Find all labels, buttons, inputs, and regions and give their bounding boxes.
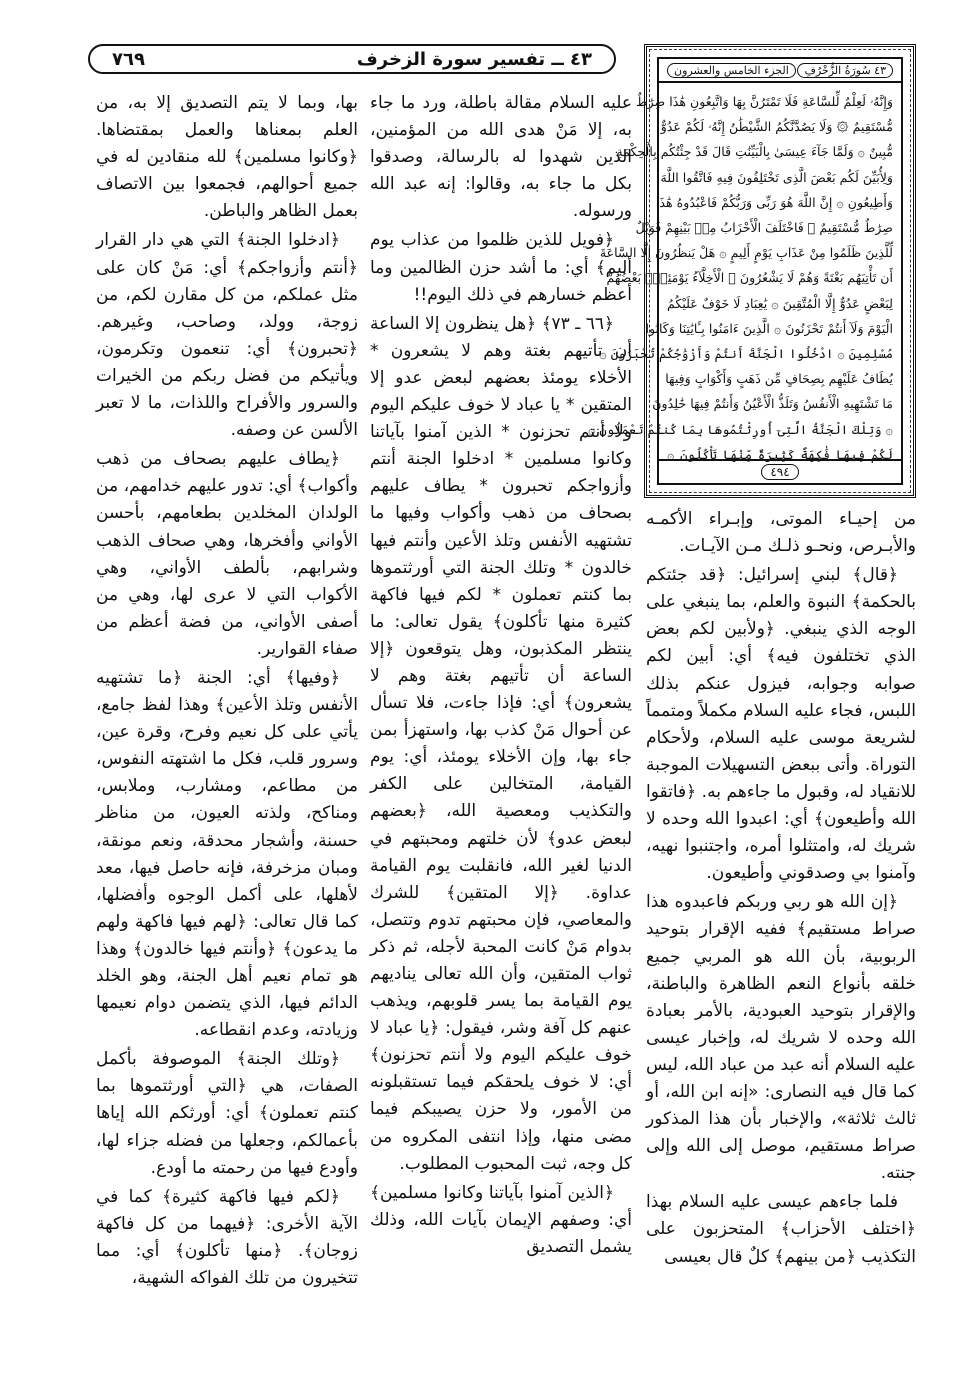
text-column-right	[646, 506, 916, 1346]
quran-frame	[587, 44, 916, 498]
quran-line: مُّبِينٌ ۞ وَلَمَّا جَآءَ عِيسَىٰ بِالْبَيِّنَٰتِ قَالَ قَدْ جِئْتُكُم بِالْحِكْمَةِ	[616, 144, 893, 160]
paragraph: ﴿فويل للذين ظلموا من عذاب يوم أليم﴾ أي: ما أشد حزن الظالمين وما أعظم خسارهم في ذلك اليوم!!	[370, 230, 632, 305]
paragraph: ﴿ادخلوا الجنة﴾ التي هي دار القرار ﴿أنتم وأزواجكم﴾ أي: مَنْ كان على مثل عملكم، من كل مقارن لكم، من زوجة، وولد، وصاحب، وغيرهم. ﴿تحبرون﴾ أي: تنعمون وتكرمون، ويأتيكم من فضل ربكم من الخيرات والسرور والأفراح واللذات، ما لا تعبر الألسن عن وصفه.	[96, 230, 358, 441]
paragraph: ﴿يطاف عليهم بصحاف من ذهب وأكواب﴾ أي: تدور عليهم خدامهم، من الولدان المخلدين بطعامهم، بأحسن الأواني وأفخرها، وهي صحاف الذهب وشرابهم، بألطف الأواني، وهي الأكواب التي لا عرى لها، وهي من أصفى الأواني، من فضة أعظم من صفاء القوارير.	[96, 449, 358, 659]
paragraph: ﴿لكم فيها فاكهة كثيرة﴾ كما في الآية الأخرى: ﴿فيهما من كل فاكهة زوجان﴾. ﴿منها تأكلون﴾ أي: مما تتخيرون من تلك الفواكه الشهية،	[96, 1186, 358, 1289]
quran-juz-name: الجزء الخامس والعشرون	[667, 63, 796, 78]
page-number: ٧٦٩	[112, 48, 145, 70]
quran-line: مُّسْتَقِيمٌ ۞ وَلَا يَصُدَّنَّكُمُ الشَّيْطَٰنُ إِنَّهُۥ لَكُمْ عَدُوٌّ	[660, 119, 893, 135]
text-column-middle	[370, 90, 632, 1346]
quran-line: وَأَطِيعُونِ ۞ إِنَّ اللَّهَ هُوَ رَبِّى وَرَبُّكُمْ فَاعْبُدُوهُ هَٰذَا	[655, 194, 893, 210]
quran-line: وَلِأُبَيِّنَ لَكُم بَعْضَ الَّذِى تَخْتَلِفُونَ فِيهِ فَاتَّقُوا اللَّهَ	[660, 169, 893, 185]
quran-line: مُسْلِمِينَ ۞ ادْخُلُوا الْجَنَّةَ أَنتُمْ وَأَزْوَٰجُكُمْ تُحْبَرُونَ ۞	[599, 346, 893, 362]
page-header	[88, 44, 616, 74]
paragraph: من إحيـاء الموتى، وإبـراء الأكمـه والأبـرص، ونحـو ذلـك مـن الآيـات.	[646, 509, 916, 557]
quran-frame-header	[659, 59, 901, 83]
paragraph: ﴿الذين آمنوا بآياتنا وكانوا مسلمين﴾ أي: وصفهم الإيمان بآيات الله، وذلك يشمل التصديق	[370, 1182, 632, 1257]
quran-line: لَكُمْ فِيهَا فَٰكِهَةٌ كَثِيرَةٌ مِّنْهَا تَأْكُلُونَ ۞	[667, 446, 893, 462]
quran-line: صِرَٰطٌ مُّسْتَقِيمٌ ۞ فَاخْتَلَفَ الْأَحْزَابُ مِنۢ بَيْنِهِمْ فَوَيْلٌ	[635, 220, 893, 236]
paragraph: فلما جاءهم عيسى عليه السلام بهذا ﴿اختلف الأحزاب﴾ المتحزبون على التكذيب ﴿من بينهم﴾ كلٌ قال بعيسى	[646, 1192, 916, 1267]
quran-line: مَا تَشْتَهِيهِ الْأَنفُسُ وَتَلَذُّ الْأَعْيُنُ وَأَنتُمْ فِيهَا خَٰلِدُونَ	[652, 396, 893, 412]
paragraph: ﴿إن الله هو ربي وربكم فاعبدوه هذا صراط مستقيم﴾ ففيه الإقرار بتوحيد الربوبية، بأن الله هو المربي جميع خلقه بأنواع النعم الظاهرة والباطنة، والإقرار بتوحيد العبودية، بالأمر بعبادة الله وحده لا شريك له، وإخبار عيسى عليه السلام أنه عبد من عباد الله، ليس كما قال فيه النصارى: «إنه ابن الله، أو ثالث ثلاثة»، والإخبار بأن هذا المذكور صراط مستقيم، موصل إلى الله وإلى جنته.	[646, 892, 916, 1184]
text-column-left	[96, 90, 358, 1346]
paragraph: ﴿وفيها﴾ أي: الجنة ﴿ما تشتهيه الأنفس وتلذ الأعين﴾ وهذا لفظ جامع، يأتي على كل نعيم وفرح، وقرة عين، وسرور قلب، فكل ما اشتهته النفوس، من مطاعم، ومشارب، وملابس، ومناكح، ولذته العيون، من مناظر حسنة، وأشجار محدقة، ونعم مونقة، ومبان مزخرفة، فإنه حاصل فيها، معد لأهلها، على أكمل الوجوه وأفضلها، كما قال تعالى: ﴿لهم فيها فاكهة ولهم ما يدعون﴾ ﴿وأنتم فيها خالدون﴾ وهذا هو تمام نعيم أهل الجنة، وهو الخلد الدائم فيها، الذي يتضمن دوام نعيمها وزيادته، وعدم انقطاعه.	[96, 667, 358, 1041]
quran-page-number: ٤٩٤	[761, 464, 798, 480]
page-title: ٤٣ ــ تفسير سورة الزخرف	[356, 48, 592, 70]
quran-line: أَن تَأْتِيَهُم بَغْتَةً وَهُمْ لَا يَشْعُرُونَ ۞ الْأَخِلَّآءُ يَوْمَئِذٍۭ بَعْضُهُمْ	[606, 270, 893, 286]
quran-line: لِبَعْضٍ عَدُوٌّ إِلَّا الْمُتَّقِينَ ۞ يَٰعِبَادِ لَا خَوْفٌ عَلَيْكُمُ	[667, 295, 893, 311]
quran-line: لِّلَّذِينَ ظَلَمُوا مِنْ عَذَابِ يَوْمٍ أَلِيمٍ ۞ هَلْ يَنظُرُونَ إِلَّا السَّاعَةَ	[599, 245, 893, 261]
quran-line: ۞ وَتِلْكَ الْجَنَّةُ الَّتِىٓ أُورِثْتُمُوهَا بِمَا كُنتُمْ تَعْمَلُونَ ۞	[587, 421, 893, 437]
paragraph: ﴿وتلك الجنة﴾ الموصوفة بأكمل الصفات، هي ﴿التي أورثتموها بما كنتم تعملون﴾ أي: أورثكم الله إياها بأعمالكم، وجعلها من فضله جزاء لها، وأودع فيها من رحمته ما أودع.	[96, 1049, 358, 1178]
quran-inner-frame	[587, 57, 903, 485]
paragraph: بها، وبما لا يتم التصديق إلا به، من العلم بمعناها والعمل بمقتضاها. ﴿وكانوا مسلمين﴾ لله منقادين له في جميع أحوالهم، فجمعوا بين الاتصاف بعمل الظاهر والباطن.	[96, 93, 358, 222]
paragraph: ﴿قال﴾ لبني إسرائيل: ﴿قد جئتكم بالحكمة﴾ النبوة والعلم، بما ينبغي على الوجه الذي ينبغي. ﴿ولأبين لكم بعض الذي تختلفون فيه﴾ أي: أبين لكم صوابه وجوابه، فيزول عنكم بذلك اللبس، فجاء عليه السلام مكملاً ومتمماً لشريعة موسى عليه السلام، ولأحكام التوراة. وأتى ببعض التسهيلات الموجبة للانقياد له، وقبول ما جاءهم به. ﴿فاتقوا الله وأطيعون﴾ أي: اعبدوا الله وحده لا شريك له، وامتثلوا أمره، واجتنبوا نهيه، وآمنوا بي وصدقوني وأطيعون.	[646, 565, 916, 884]
paragraph: عليه السلام مقالة باطلة، ورد ما جاء به، إلا مَنْ هدى الله من المؤمنين، الذين شهدوا له بالرسالة، وصدقوا بكل ما جاء به، وقالوا: إنه عبد الله ورسوله.	[370, 93, 632, 222]
paragraph: ﴿٦٦ ـ ٧٣﴾ ﴿هل ينظرون إلا الساعة أن تأتيهم بغتة وهم لا يشعرون * الأخلاء يومئذ بعضهم لبعض عدو إلا المتقين * يا عباد لا خوف عليكم اليوم ولا أنتم تحزنون * الذين آمنوا بآياتنا وكانوا مسلمين * ادخلوا الجنة أنتم وأزواجكم تحبرون * يطاف عليهم بصحاف من ذهب وأكواب وفيها ما تشتهيه الأنفس وتلذ الأعين وأنتم فيها خالدون * وتلك الجنة التي أورثتموها بما كنتم تعملون * لكم فيها فاكهة كثيرة منها تأكلون﴾ يقول تعالى: ما ينتظر المكذبون، وهل يتوقعون ﴿إلا الساعة أن تأتيهم بغتة وهم لا يشعرون﴾ أي: فإذا جاءت، فلا تسأل عن أحوال مَنْ كذب بها، واستهزأ بمن جاء بها، وإن الأخلاء يومئذ، أي: يوم القيامة، المتخالين على الكفر والتكذيب ومعصية الله، ﴿بعضهم لبعض عدو﴾ لأن خلتهم ومحبتهم في الدنيا لغير الله، فانقلبت يوم القيامة عداوة. ﴿إلا المتقين﴾ للشرك والمعاصي، فإن محبتهم تدوم وتتصل، بدوام مَنْ كانت المحبة لأجله، ثم ذكر ثواب المتقين، وأن الله تعالى يناديهم يوم القيامة بما يسر قلوبهم، ويذهب عنهم كل آفة وشر، فيقول: ﴿يا عباد لا خوف عليكم اليوم ولا أنتم تحزنون﴾ أي: لا خوف يلحقكم فيما تستقبلونه من الأمور، ولا حزن يصيبكم فيما مضى منها، وإذا انتفى المكروه من كل وجه، ثبت المحبوب المطلوب.	[370, 313, 632, 1174]
quran-frame-footer	[659, 459, 901, 483]
quran-line: وَإِنَّهُۥ لَعِلْمٌ لِّلسَّاعَةِ فَلَا تَمْتَرُنَّ بِهَا وَاتَّبِعُونِ هَٰذَا صِرَٰطٌ	[635, 94, 893, 109]
quran-line: يُطَافُ عَلَيْهِم بِصِحَافٍ مِّن ذَهَبٍ وَأَكْوَابٍ وَفِيهَا	[665, 371, 893, 387]
quran-surah-name: ٤٣ سُورَةُ الزُّخْرُفِ	[797, 63, 893, 78]
quran-text	[587, 83, 901, 463]
quran-line: الْيَوْمَ وَلَآ أَنتُمْ تَحْزَنُونَ ۞ الَّذِينَ ءَامَنُوا بِـَٔايَٰتِنَا وَكَانُوا	[645, 320, 893, 336]
